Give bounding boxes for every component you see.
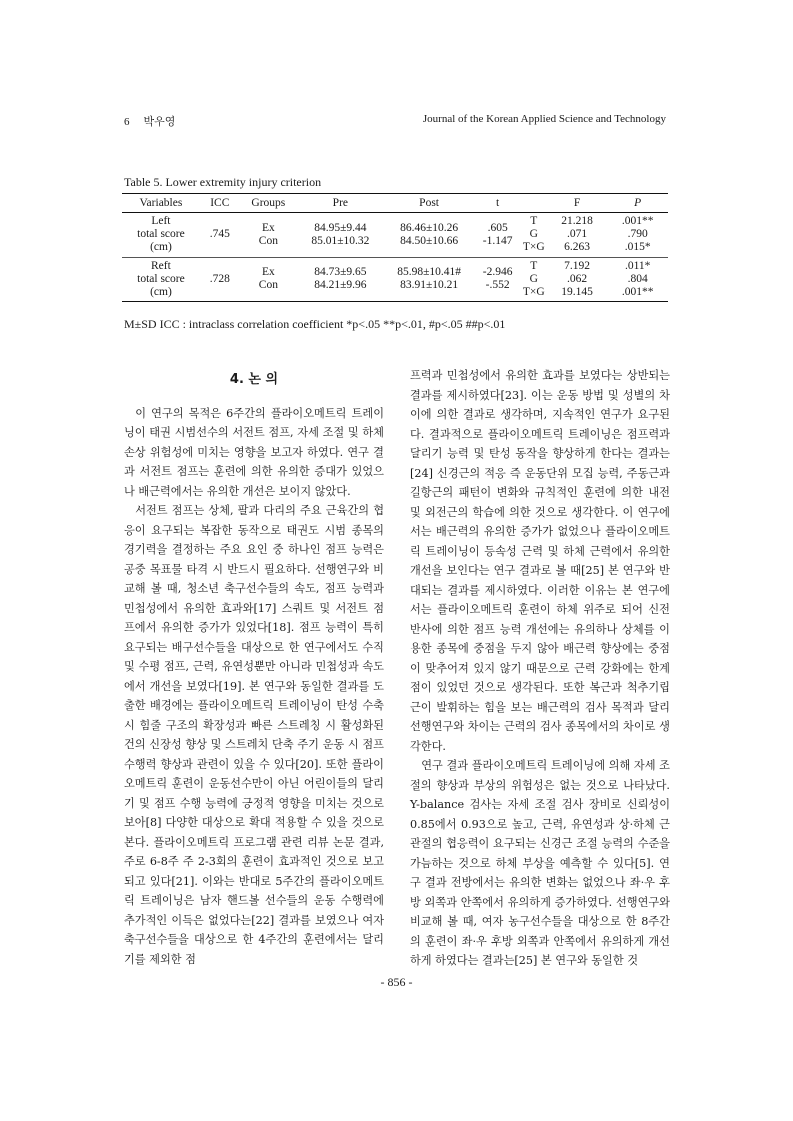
pre-cell — [297, 213, 384, 258]
paragraph: 연구 결과 플라이오메트릭 트레이닝에 의해 자세 조절의 향상과 부상의 위험성은 없는 것으로 나타났다. Y-balance 검사는 자세 조절 검사 장비로 신뢰성이 0.85에서 0.93으로 높고, 근력, 유연성과 상·하체 근관절의 협응력이 요구되는 신경근 조절 능력의 수준을 가늠하는 것으로 하체 부상을 예측할 수 있다[5]. 연구 결과 전방에서는 유의한 변화는 없었으나 좌·우 후방 외쪽과 안쪽에서 유의하게 증가하였다. 선행연구와 비교해 볼 때, 여자 농구선수들을 대상으로 한 8주간의 훈련이 좌·우 후방 외쪽과 안쪽에서 유의하게 개선하게 하였다는 결과는[25] 본 연구와 동일한 것 — [410, 759, 670, 967]
col-t: t — [475, 194, 521, 213]
p-value: .001** — [621, 286, 654, 299]
table-caption: Table 5. Lower extremity injury criterion — [124, 175, 322, 189]
variable-line: total score — [137, 272, 185, 285]
icc-cell: .745 — [200, 213, 240, 258]
t-value: .605 — [487, 221, 508, 234]
table-header-row — [122, 194, 668, 213]
right-column — [410, 366, 670, 971]
running-header-left — [124, 113, 189, 129]
header-author: 박우영 — [143, 116, 176, 128]
post-value: 85.98±10.41# — [397, 266, 461, 279]
pre-value: 84.95±9.44 — [314, 221, 367, 234]
variable-line: total score — [137, 228, 185, 241]
effect-label: T — [530, 215, 538, 227]
col-p: P — [607, 194, 668, 213]
p-cell — [607, 257, 668, 302]
col-icc: ICC — [200, 194, 240, 213]
post-value: 83.91±10.21 — [400, 279, 459, 292]
t-cell — [475, 257, 521, 302]
icc-cell: .728 — [200, 257, 240, 302]
variable-line: Reft — [151, 259, 171, 272]
groups-cell — [240, 213, 297, 258]
f-value: 6.263 — [564, 241, 590, 254]
paragraph: 프력과 민첩성에서 유의한 효과를 보였다는 상반되는 결과를 제시하였다[23]. 이는 운동 방법 및 성별의 차이에 의한 결과로 생각하며, 지속적인 연구가 요구된다. 결과적으로 플라이오메트릭 트레이닝은 점프력과 달리기 능력 및 탄성 동작을 향상하게 한다는 결과는[24] 신경근의 적응 즉 운동단위 모집 능력, 주동근과 길항근의 패턴이 변화와 규칙적인 훈련에 의한 내전 및 외전근의 학습에 의한 것으로 생각한다. 이 연구에서는 배근력의 유의한 증가가 없었으나 플라이오메트릭 트레이닝이 등속성 근력 및 하체 근력에서 유의한 개선을 보인다는 연구 결과로 볼 때[25] 본 연구와 반대되는 결과를 제시하였다. 이러한 이유는 본 연구에서는 플라이오메트릭 훈련이 하체 위주로 되어 신전 반사에 의한 점프 능력 개선에는 유의하나 상체를 이용한 종목에 중점을 두지 않아 배근력 향상에는 중점이 맞추어져 있지 않기 때문으로 근력 강화에는 한계점이 있었던 것으로 생각된다. 또한 복근과 척추기립근이 발휘하는 힘을 보는 배근력의 검사 목적과 달리 선행연구와 차이는 근력의 검사 종목에서의 차이로 생각한다. — [410, 369, 670, 753]
col-effect — [521, 194, 547, 213]
pre-value: 85.01±10.32 — [311, 234, 370, 247]
group-label: Con — [258, 234, 278, 247]
pre-value: 84.21±9.96 — [314, 279, 367, 292]
effect-label: T×G — [522, 241, 545, 254]
table-row — [122, 257, 668, 302]
t-value: -2.946 — [482, 266, 513, 279]
f-cell — [547, 257, 608, 302]
f-value: .071 — [566, 228, 588, 241]
col-post: Post — [384, 194, 475, 213]
p-value: .011* — [624, 259, 651, 272]
header-page: 6 — [124, 116, 130, 128]
group-label: Ex — [261, 266, 275, 279]
section-heading: 4. 논 의 — [229, 372, 279, 387]
f-value: .062 — [566, 272, 588, 285]
t-value: -.552 — [485, 279, 510, 292]
p-cell — [607, 213, 668, 258]
groups-cell — [240, 257, 297, 302]
effect-label: G — [529, 228, 538, 241]
pre-value: 84.73±9.65 — [314, 266, 367, 279]
post-value: 84.50±10.66 — [400, 234, 459, 247]
group-label: Ex — [261, 221, 275, 234]
col-f: F — [547, 194, 608, 213]
f-value: 7.192 — [564, 259, 590, 272]
effect-cell — [521, 213, 547, 258]
post-value: 86.46±10.26 — [400, 221, 459, 234]
variable-cell — [122, 257, 200, 302]
results-table — [122, 193, 668, 302]
f-value: 19.145 — [561, 286, 593, 299]
effect-cell — [521, 257, 547, 302]
paragraph: 서전트 점프는 상체, 팔과 다리의 주요 근육간의 협응이 요구되는 복잡한 동작으로 태권도 시범 종목의 경기력을 결정하는 주요 요인 중 하나인 점프 능력은 공중 목표물 타격 시 반드시 필요하다. 선행연구와 비교해 볼 때, 청소년 축구선수들의 속도, 점프 능력과 민첩성에서 유의한 효과와[17] 스쿼트 및 서전트 점프에서 유의한 증가가 있었다[18]. 점프 능력이 특히 요구되는 배구선수들을 대상으로 한 연구에서도 수직 및 수평 점프, 근력, 유연성뿐만 아니라 민첩성과 속도에서 개선을 보였다[19]. 본 연구와 동일한 결과를 도출한 배경에는 플라이오메트릭 트레이닝이 탄성 수축 시 힘줄 구조의 확장성과 빠른 스트레칭 시 활성화된 건의 신장성 향상 및 스트레치 단축 주기 운동 시 점프 수행력 향상과 관련이 있을 수 있다[20]. 또한 플라이오메트릭 훈련이 운동선수만이 아닌 어린이들의 달리기 및 점프 수행 능력에 긍정적 영향을 미치는 것으로 보아[8] 다양한 대상으로 확대 적용할 수 있을 것으로 본다. 플라이오메트릭 프로그램 관련 리뷰 논문 결과, 주로 6-8주 주 2-3회의 훈련이 효과적인 것으로 보고되고 있다[21]. 이와는 반대로 5주간의 플라이오메트릭 트레이닝은 남자 핸드볼 선수들의 운동 수행력에 추가적인 이득은 없었다는[22] 결과를 보였으나 여자 축구선수들을 대상으로 한 4주간의 훈련에서는 달리기를 제외한 점 — [124, 504, 384, 966]
page-number: - 856 - — [380, 975, 413, 989]
variable-line: (cm) — [150, 241, 172, 254]
post-cell — [384, 257, 475, 302]
t-cell — [475, 213, 521, 258]
f-cell — [547, 213, 608, 258]
table-row — [122, 213, 668, 258]
paragraph: 이 연구의 목적은 6주간의 플라이오메트릭 트레이닝이 태권 시범선수의 서전트 점프, 자세 조절 및 하체 손상 위험성에 미치는 영향을 보고자 하였다. 연구 결과 서전트 점프는 훈련에 의한 유의한 증대가 있었으나 배근력에서는 유의한 개선은 보이지 않았다. — [124, 406, 384, 498]
effect-label: G — [529, 272, 538, 285]
post-cell — [384, 213, 475, 258]
p-value: .804 — [627, 272, 648, 285]
effect-label: T×G — [522, 286, 545, 299]
left-column — [124, 370, 384, 969]
running-header-journal: Journal of the Korean Applied Science and Technology — [422, 113, 666, 125]
table-note: M±SD ICC : intraclass correlation coefficient *p<.05 **p<.01, #p<.05 ##p<.01 — [124, 317, 506, 331]
p-value: .001** — [621, 215, 654, 227]
pre-cell — [297, 257, 384, 302]
col-variables: Variables — [122, 194, 200, 213]
p-value: .015* — [624, 241, 651, 254]
t-value: -1.147 — [482, 234, 513, 247]
variable-cell — [122, 213, 200, 258]
f-value: 21.218 — [561, 215, 593, 227]
effect-label: T — [530, 259, 538, 272]
group-label: Con — [258, 279, 278, 292]
variable-line: Left — [151, 215, 171, 227]
col-groups: Groups — [240, 194, 297, 213]
col-pre: Pre — [297, 194, 384, 213]
p-value: .790 — [627, 228, 648, 241]
variable-line: (cm) — [150, 286, 172, 299]
